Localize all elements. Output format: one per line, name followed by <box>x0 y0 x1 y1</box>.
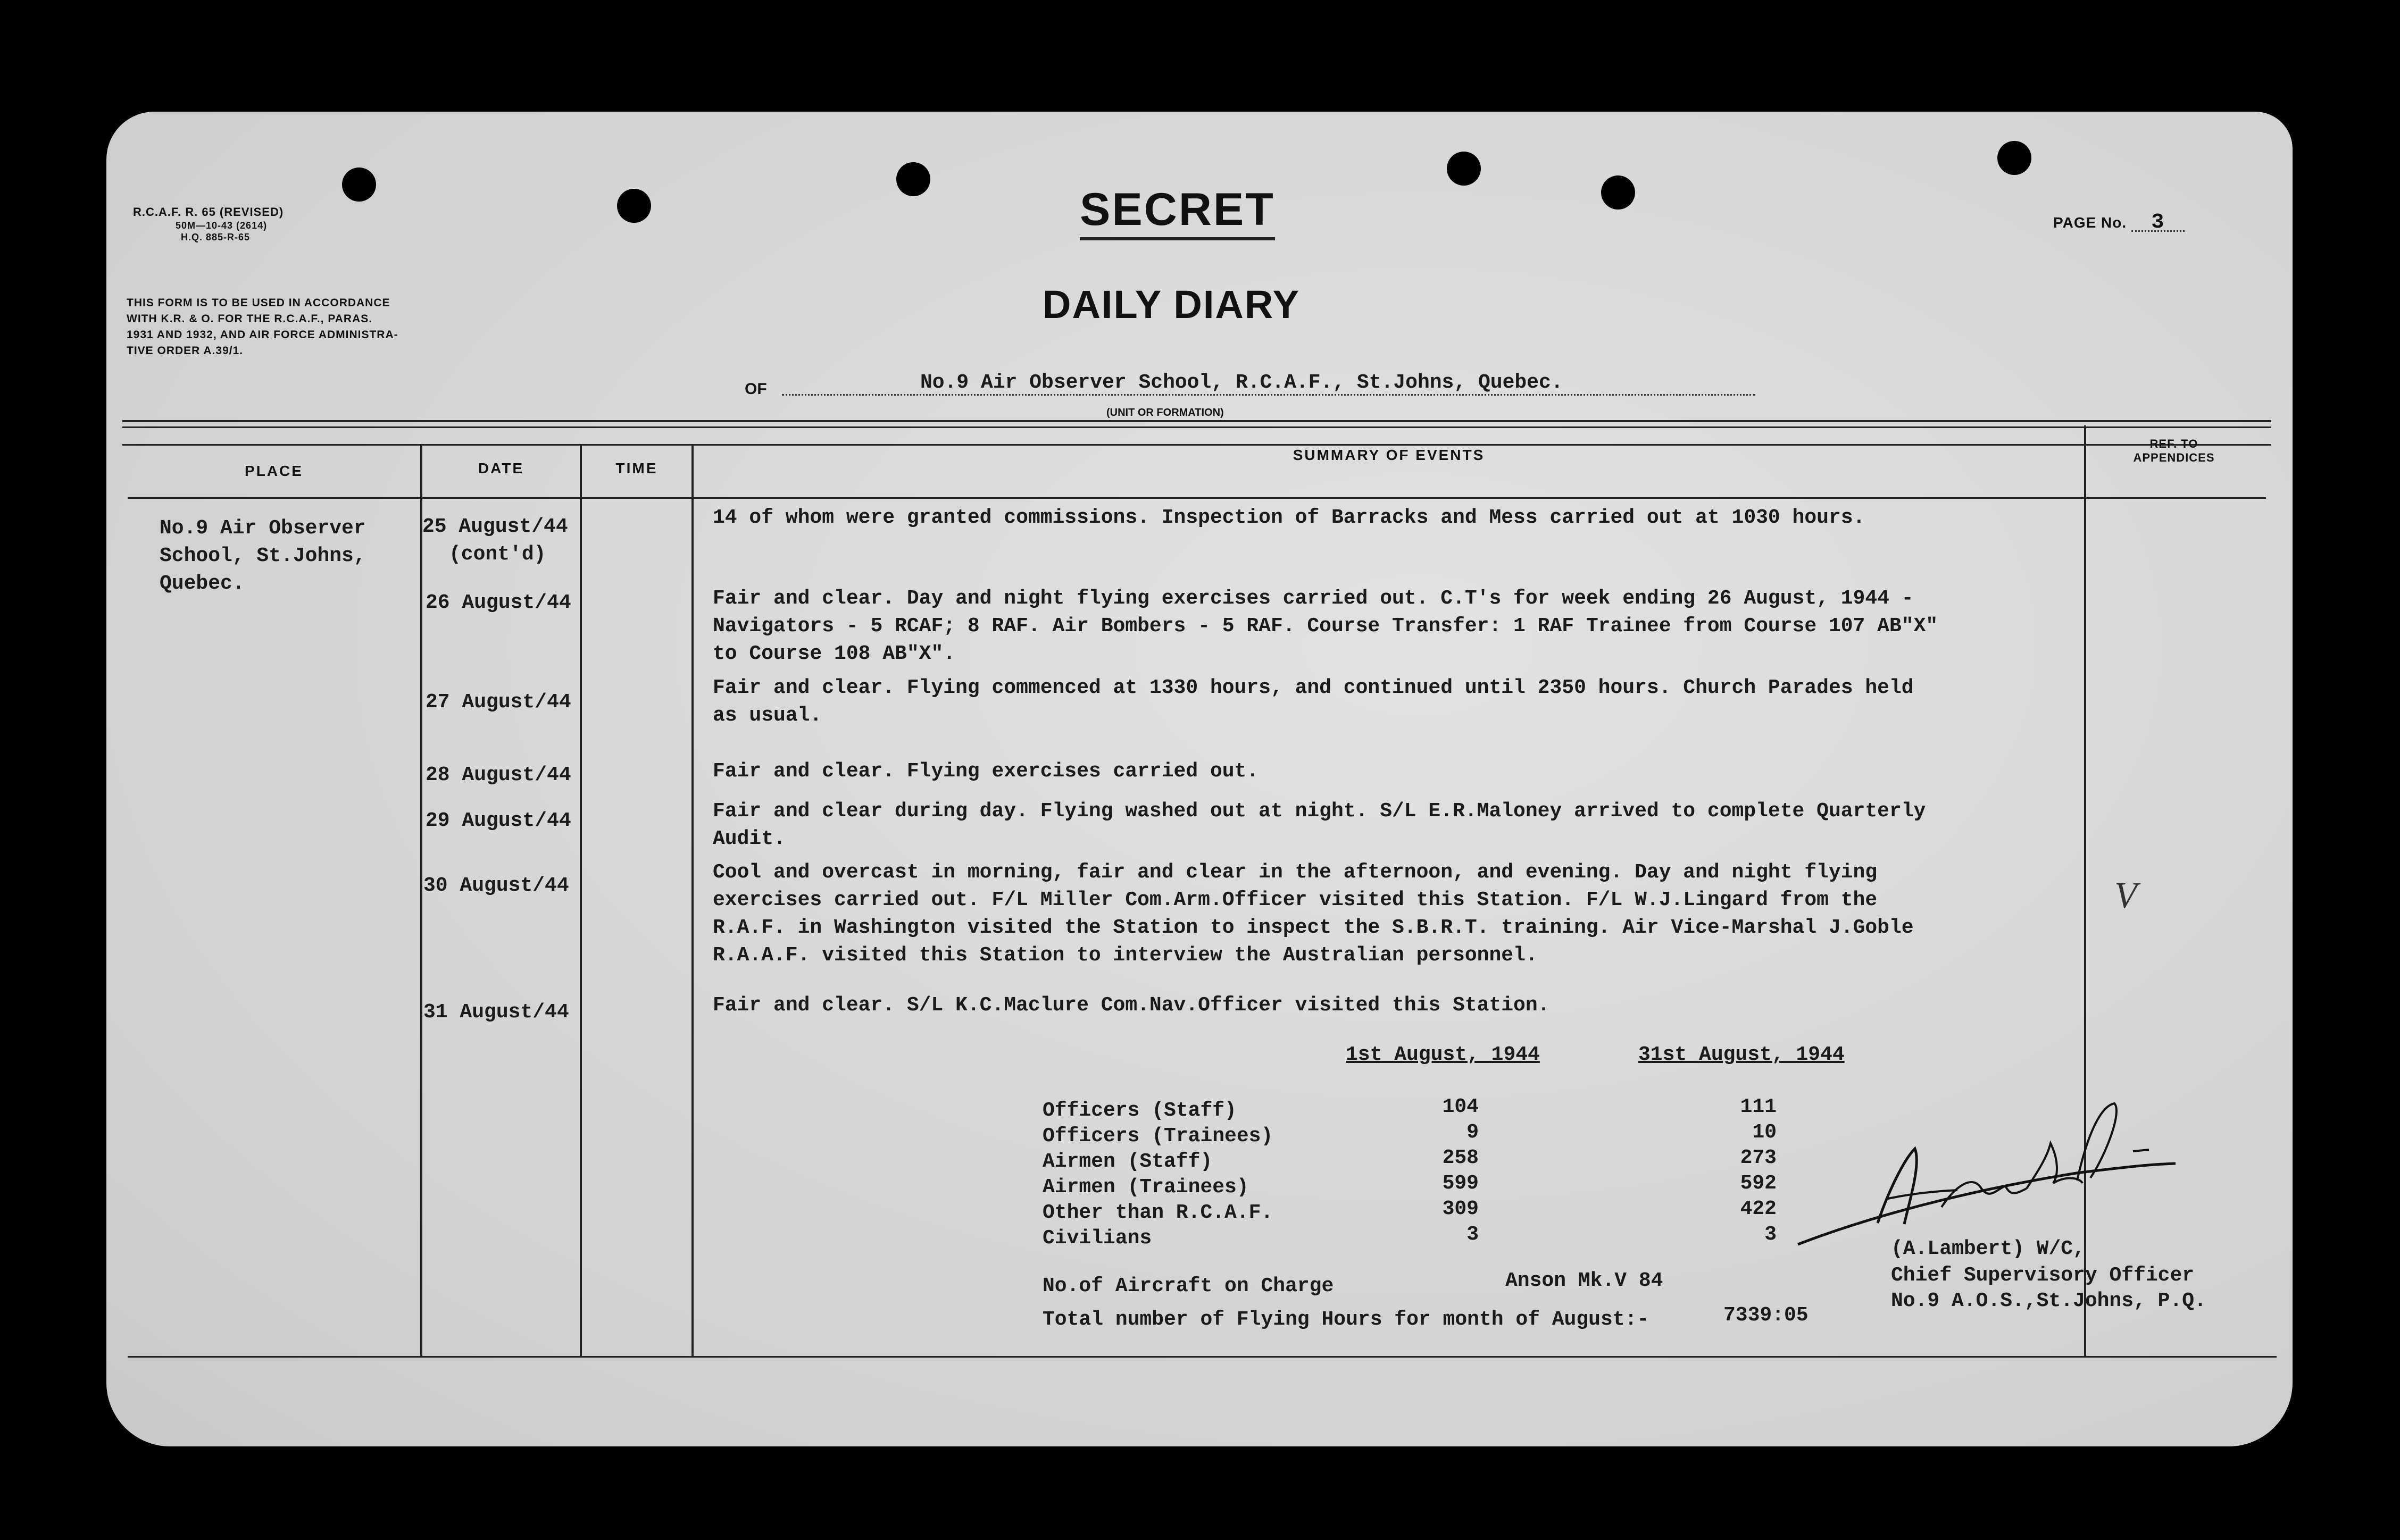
date-cell: 27 August/44 <box>426 691 571 714</box>
strength-aug1-value: 104 <box>1442 1095 1479 1118</box>
place-line: No.9 Air Observer <box>160 517 366 540</box>
ref-header-line: REF. TO <box>2149 437 2198 450</box>
strength-aug1-value: 9 <box>1466 1121 1479 1144</box>
date-cell: 26 August/44 <box>426 591 571 614</box>
summary-cell <box>713 859 1914 969</box>
instruction-line: 1931 AND 1932, AND AIR FORCE ADMINISTRA- <box>127 329 398 341</box>
date-cell: 31 August/44 <box>423 1001 569 1024</box>
column-rule <box>691 444 694 1356</box>
column-header-time: TIME <box>615 460 658 476</box>
strength-aug1-value: 3 <box>1466 1223 1479 1246</box>
place-line: School, St.Johns, <box>160 545 366 567</box>
summary-cell <box>713 992 1549 1019</box>
signature-icon <box>1782 1085 2207 1260</box>
aircraft-value: Anson Mk.V 84 <box>1505 1269 1663 1292</box>
punch-hole <box>1447 152 1481 186</box>
punch-hole <box>617 189 651 223</box>
summary-cell <box>713 585 1938 668</box>
flying-hours-value: 7339:05 <box>1723 1304 1809 1327</box>
summary-cell <box>713 758 1259 785</box>
summary-line: 14 of whom were granted commissions. Inspection of Barracks and Mess carried out at 1030 hours. <box>713 506 1865 529</box>
signatory-name: (A.Lambert) W/C, <box>1891 1237 2085 1260</box>
page-number-value: 3 <box>2131 215 2185 232</box>
punch-hole <box>342 168 376 202</box>
date-cell <box>422 513 568 568</box>
place-line: Quebec. <box>160 572 245 595</box>
strength-aug31-value: 10 <box>1752 1121 1777 1144</box>
table-rule <box>122 444 2271 446</box>
strength-aug31-value: 592 <box>1740 1172 1777 1195</box>
strength-aug31-value: 3 <box>1764 1223 1777 1246</box>
summary-line: Fair and clear. Day and night flying exercises carried out. C.T's for week ending 26 August, 1944 - <box>713 587 1914 610</box>
classification-stamp: SECRET <box>1080 183 1275 240</box>
summary-line: as usual. <box>713 704 822 727</box>
summary-line: to Course 108 AB"X". <box>713 642 956 665</box>
form-id-line: 50M—10-43 (2614) <box>176 220 268 231</box>
of-label: OF <box>745 380 767 398</box>
ref-header-line: APPENDICES <box>2133 451 2215 464</box>
summary-cell <box>713 798 1926 853</box>
punch-hole <box>1997 141 2031 175</box>
punch-hole <box>896 162 930 196</box>
form-instructions <box>127 295 398 359</box>
date-cell: 30 August/44 <box>423 874 569 897</box>
page-number-label: PAGE No. <box>2053 214 2127 231</box>
strength-row-label: Airmen (Trainees) <box>1043 1176 1249 1199</box>
summary-line: Fair and clear. Flying exercises carried out. <box>713 760 1259 783</box>
column-header-place: PLACE <box>245 463 303 479</box>
strength-header-aug31: 31st August, 1944 <box>1638 1043 1845 1066</box>
signatory-unit: No.9 A.O.S.,St.Johns, P.Q. <box>1891 1290 2206 1312</box>
summary-line: Fair and clear. S/L K.C.Maclure Com.Nav.Officer visited this Station. <box>713 994 1550 1017</box>
strength-header-aug1: 1st August, 1944 <box>1346 1043 1540 1066</box>
form-id-line: H.Q. 885-R-65 <box>181 232 251 242</box>
summary-line: R.A.A.F. visited this Station to interview the Australian personnel. <box>713 944 1538 967</box>
entry-date-sub: (cont'd) <box>449 543 546 566</box>
unit-name: No.9 Air Observer School, R.C.A.F., St.Johns, Quebec. <box>782 371 1755 396</box>
instruction-line: THIS FORM IS TO BE USED IN ACCORDANCE <box>127 297 390 309</box>
strength-aug31-value: 273 <box>1740 1146 1777 1169</box>
strength-aug31-value: 111 <box>1740 1095 1777 1118</box>
column-rule <box>420 444 422 1356</box>
column-header-summary: SUMMARY OF EVENTS <box>1293 447 1485 463</box>
table-rule <box>128 1356 2277 1358</box>
summary-cell <box>713 504 1865 532</box>
flying-hours-label: Total number of Flying Hours for month of August:- <box>1043 1308 1649 1331</box>
date-cell: 28 August/44 <box>426 764 571 786</box>
strength-row-label: Officers (Staff) <box>1043 1099 1237 1122</box>
entry-date: 25 August/44 <box>422 515 568 538</box>
strength-row-label: Other than R.C.A.F. <box>1043 1201 1273 1224</box>
summary-cell <box>713 674 1914 730</box>
strength-row-label: Civilians <box>1043 1227 1152 1250</box>
strength-row-label: Airmen (Staff) <box>1043 1150 1213 1173</box>
summary-line: Fair and clear during day. Flying washed out at night. S/L E.R.Maloney arrived to complete Quarterly <box>713 800 1926 823</box>
column-rule <box>580 444 582 1356</box>
instruction-line: TIVE ORDER A.39/1. <box>127 345 244 357</box>
page-title: DAILY DIARY <box>1043 282 1300 327</box>
column-header-date: DATE <box>478 460 524 476</box>
strength-aug31-value: 422 <box>1740 1198 1777 1220</box>
summary-line: Audit. <box>713 827 786 850</box>
diary-sheet <box>106 112 2293 1446</box>
signatory-title: Chief Supervisory Officer <box>1891 1264 2195 1287</box>
aircraft-label: No.of Aircraft on Charge <box>1043 1275 1334 1298</box>
summary-line: Navigators - 5 RCAF; 8 RAF. Air Bombers - 5 RAF. Course Transfer: 1 RAF Trainee from Course 107 AB"X" <box>713 615 1938 638</box>
appendix-check-mark: V <box>2114 875 2137 916</box>
summary-line: R.A.F. in Washington visited the Station to inspect the S.B.R.T. training. Air Vice-Marshal J.Goble <box>713 916 1914 939</box>
strength-aug1-value: 599 <box>1442 1172 1479 1195</box>
form-id <box>133 205 284 243</box>
summary-line: Fair and clear. Flying commenced at 1330 hours, and continued until 2350 hours. Church Parades held <box>713 676 1914 699</box>
summary-line: Cool and overcast in morning, fair and clear in the afternoon, and evening. Day and night flying <box>713 861 1878 884</box>
punch-hole <box>1601 175 1635 210</box>
table-rule <box>128 497 2266 499</box>
table-rule <box>122 426 2271 428</box>
summary-line: exercises carried out. F/L Miller Com.Arm.Officer visited this Station. F/L W.J.Lingard from the <box>713 889 1878 911</box>
page-number <box>2053 211 2185 235</box>
date-cell: 29 August/44 <box>426 809 571 832</box>
strength-aug1-value: 258 <box>1442 1146 1479 1169</box>
strength-aug1-value: 309 <box>1442 1198 1479 1220</box>
strength-row-label: Officers (Trainees) <box>1043 1125 1273 1148</box>
unit-caption: (UNIT OR FORMATION) <box>1106 407 1224 419</box>
column-header-ref <box>2086 437 2262 465</box>
place-cell <box>160 515 366 598</box>
instruction-line: WITH K.R. & O. FOR THE R.C.A.F., PARAS. <box>127 313 373 325</box>
table-rule <box>122 420 2271 422</box>
form-id-line: R.C.A.F. R. 65 (REVISED) <box>133 205 284 219</box>
